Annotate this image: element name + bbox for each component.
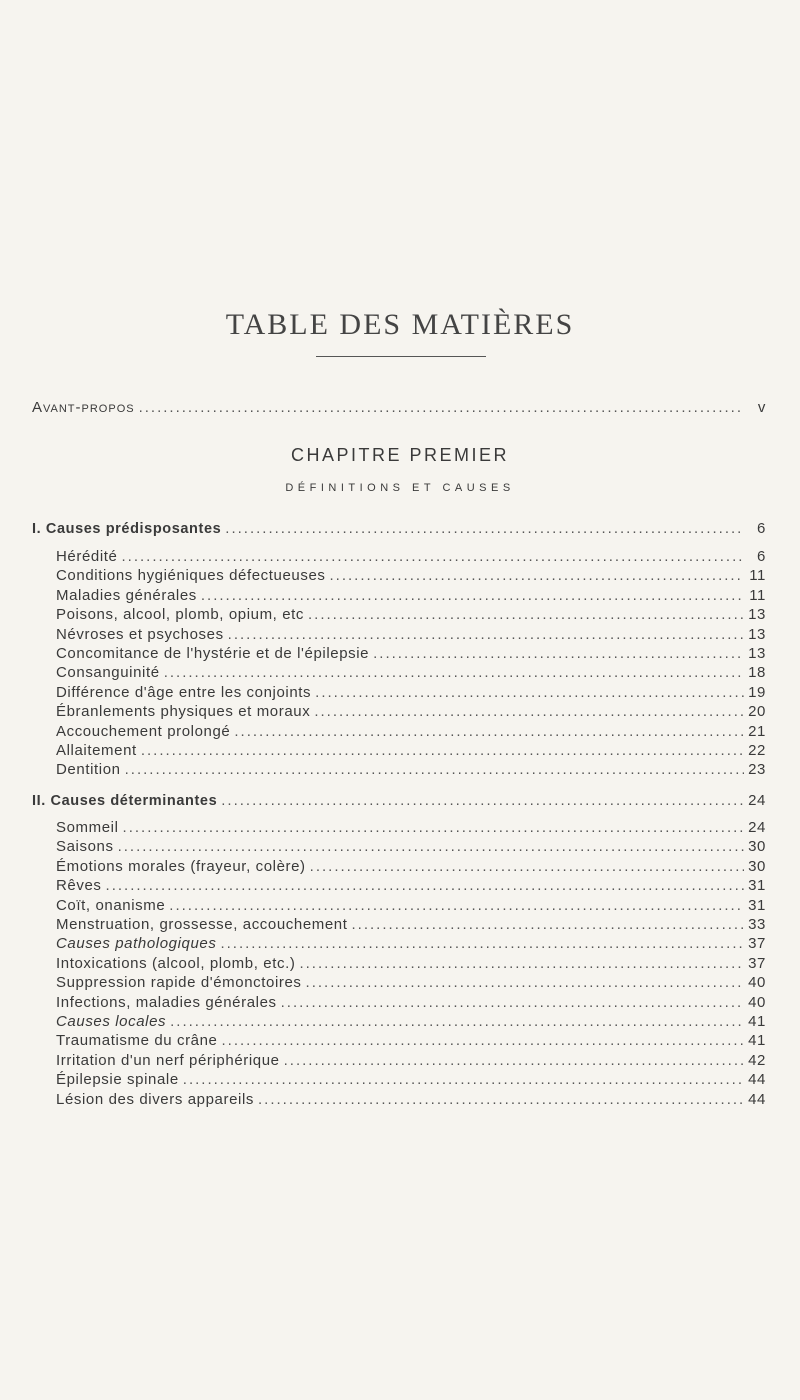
toc-entry-page: 13 (748, 606, 766, 623)
leader-dots (164, 663, 744, 683)
toc-entry-label: Conditions hygiéniques défectueuses (56, 567, 326, 584)
toc-entry-page: 44 (748, 1091, 766, 1108)
toc-entry-label: Avant-propos (32, 399, 135, 416)
toc-entry-label: Différence d'âge entre les conjoints (56, 684, 312, 701)
toc-entry-page: 41 (748, 1032, 766, 1049)
leader-dots (281, 993, 744, 1013)
toc-entry-page: 22 (748, 742, 766, 759)
chapter-subtitle: DÉFINITIONS ET CAUSES (285, 482, 515, 494)
toc-entry (56, 857, 766, 877)
toc-entry (56, 993, 766, 1013)
leader-dots (139, 398, 744, 418)
toc-entry-page: 41 (748, 1013, 766, 1030)
toc-entry (56, 547, 766, 567)
toc-entry-label: II. Causes déterminantes (32, 793, 218, 809)
toc-entry-label: Dentition (56, 761, 121, 778)
leader-dots (308, 605, 744, 625)
toc-entry-page: 42 (748, 1052, 766, 1069)
toc-entry-label: Causes locales (56, 1013, 167, 1030)
toc-entry (56, 625, 766, 645)
chapter-title: CHAPITRE PREMIER (290, 445, 510, 465)
toc-entry-page: 31 (748, 877, 766, 894)
toc-entry-label: Causes pathologiques (56, 935, 217, 952)
toc-entry-page: 30 (748, 858, 766, 875)
toc-entry-label: Infections, maladies générales (56, 994, 277, 1011)
leader-dots (299, 954, 744, 974)
toc-entry-label: Suppression rapide d'émonctoires (56, 974, 302, 991)
leader-dots (123, 818, 744, 838)
toc-entry (56, 934, 766, 954)
toc-entry-label: Intoxications (alcool, plomb, etc.) (56, 955, 296, 972)
leader-dots (352, 915, 744, 935)
toc-entry (56, 586, 766, 606)
leader-dots (170, 1012, 744, 1032)
toc-entry-page: 30 (748, 838, 766, 855)
leader-dots (310, 857, 744, 877)
toc-entry-page: 13 (748, 645, 766, 662)
toc-entry-label: Consanguinité (56, 664, 160, 681)
leader-dots (118, 837, 744, 857)
toc-entry-page: 31 (748, 897, 766, 914)
leader-dots (258, 1090, 744, 1110)
toc-entry-label: Coït, onanisme (56, 897, 166, 914)
toc-entry-page: 24 (748, 792, 766, 809)
toc-entry-page: 6 (757, 520, 766, 537)
leader-dots (183, 1070, 744, 1090)
toc-entry (56, 954, 766, 974)
leader-dots (314, 702, 744, 722)
toc-entry-label: I. Causes prédisposantes (32, 521, 222, 537)
toc-section-heading (32, 519, 766, 539)
leader-dots (284, 1051, 744, 1071)
toc-entry-page: 33 (748, 916, 766, 933)
toc-entry-page: 40 (748, 974, 766, 991)
toc-entry-label: Accouchement prolongé (56, 723, 231, 740)
toc-entry-page: 18 (748, 664, 766, 681)
toc-entry-page: 20 (748, 703, 766, 720)
toc-entry-label: Maladies générales (56, 587, 197, 604)
toc-entry (56, 896, 766, 916)
toc-entry (56, 644, 766, 664)
toc-entry (56, 1090, 766, 1110)
toc-entry-label: Concomitance de l'hystérie et de l'épilepsie (56, 645, 370, 662)
toc-entry (56, 663, 766, 683)
toc-entry-page: 11 (749, 567, 766, 584)
toc-entry-label: Saisons (56, 838, 114, 855)
leader-dots (228, 625, 744, 645)
toc-entry (56, 702, 766, 722)
toc-entry (56, 837, 766, 857)
leader-dots (222, 1031, 744, 1051)
toc-entry (56, 605, 766, 625)
toc-entry-page: 44 (748, 1071, 766, 1088)
title-rule (316, 356, 486, 357)
toc-entry-label: Menstruation, grossesse, accouchement (56, 916, 348, 933)
toc-entry-label: Traumatisme du crâne (56, 1032, 218, 1049)
leader-dots (315, 683, 744, 703)
toc-entry-page: 40 (748, 994, 766, 1011)
toc-entry (56, 566, 766, 586)
page-title: TABLE DES MATIÈRES (225, 308, 575, 341)
toc-entry-avant-propos (32, 398, 766, 418)
toc-entry (56, 1070, 766, 1090)
toc-entry-label: Lésion des divers appareils (56, 1091, 254, 1108)
leader-dots (220, 934, 744, 954)
leader-dots (306, 973, 744, 993)
toc-entry-label: Poisons, alcool, plomb, opium, etc (56, 606, 305, 623)
leader-dots (169, 896, 744, 916)
toc-entry-page: v (757, 399, 766, 416)
toc-entry (56, 818, 766, 838)
toc-entry-label: Rêves (56, 877, 102, 894)
toc-entry-label: Névroses et psychoses (56, 626, 224, 643)
toc-entry (56, 1012, 766, 1032)
leader-dots (373, 644, 744, 664)
toc-entry (56, 760, 766, 780)
leader-dots (125, 760, 744, 780)
toc-entry (56, 1031, 766, 1051)
toc-entry-label: Épilepsie spinale (56, 1071, 179, 1088)
toc-section-heading (32, 791, 766, 811)
toc-entry (56, 915, 766, 935)
toc-entry-page: 11 (749, 587, 766, 604)
toc-entry-page: 13 (748, 626, 766, 643)
toc-entry (56, 741, 766, 761)
toc-entry (56, 683, 766, 703)
toc-entry-page: 23 (748, 761, 766, 778)
toc-entry-page: 37 (748, 935, 766, 952)
toc-entry (56, 876, 766, 896)
leader-dots (106, 876, 744, 896)
toc-entry-page: 24 (748, 819, 766, 836)
toc-entry-label: Allaitement (56, 742, 137, 759)
toc-entry-page: 19 (748, 684, 766, 701)
toc-entry-page: 21 (748, 723, 766, 740)
toc-entry-label: Émotions morales (frayeur, colère) (56, 858, 306, 875)
toc-entry-label: Hérédité (56, 548, 118, 565)
leader-dots (221, 791, 744, 811)
toc-entry-label: Ébranlements physiques et moraux (56, 703, 311, 720)
toc-entry-page: 37 (748, 955, 766, 972)
leader-dots (141, 741, 744, 761)
toc-entry (56, 722, 766, 742)
toc-entry-label: Sommeil (56, 819, 119, 836)
leader-dots (122, 547, 745, 567)
toc-entry-page: 6 (757, 548, 766, 565)
leader-dots (330, 566, 744, 586)
toc-entry-label: Irritation d'un nerf périphérique (56, 1052, 280, 1069)
leader-dots (225, 519, 744, 539)
toc-entry (56, 973, 766, 993)
leader-dots (234, 722, 744, 742)
toc-entry (56, 1051, 766, 1071)
leader-dots (201, 586, 744, 606)
